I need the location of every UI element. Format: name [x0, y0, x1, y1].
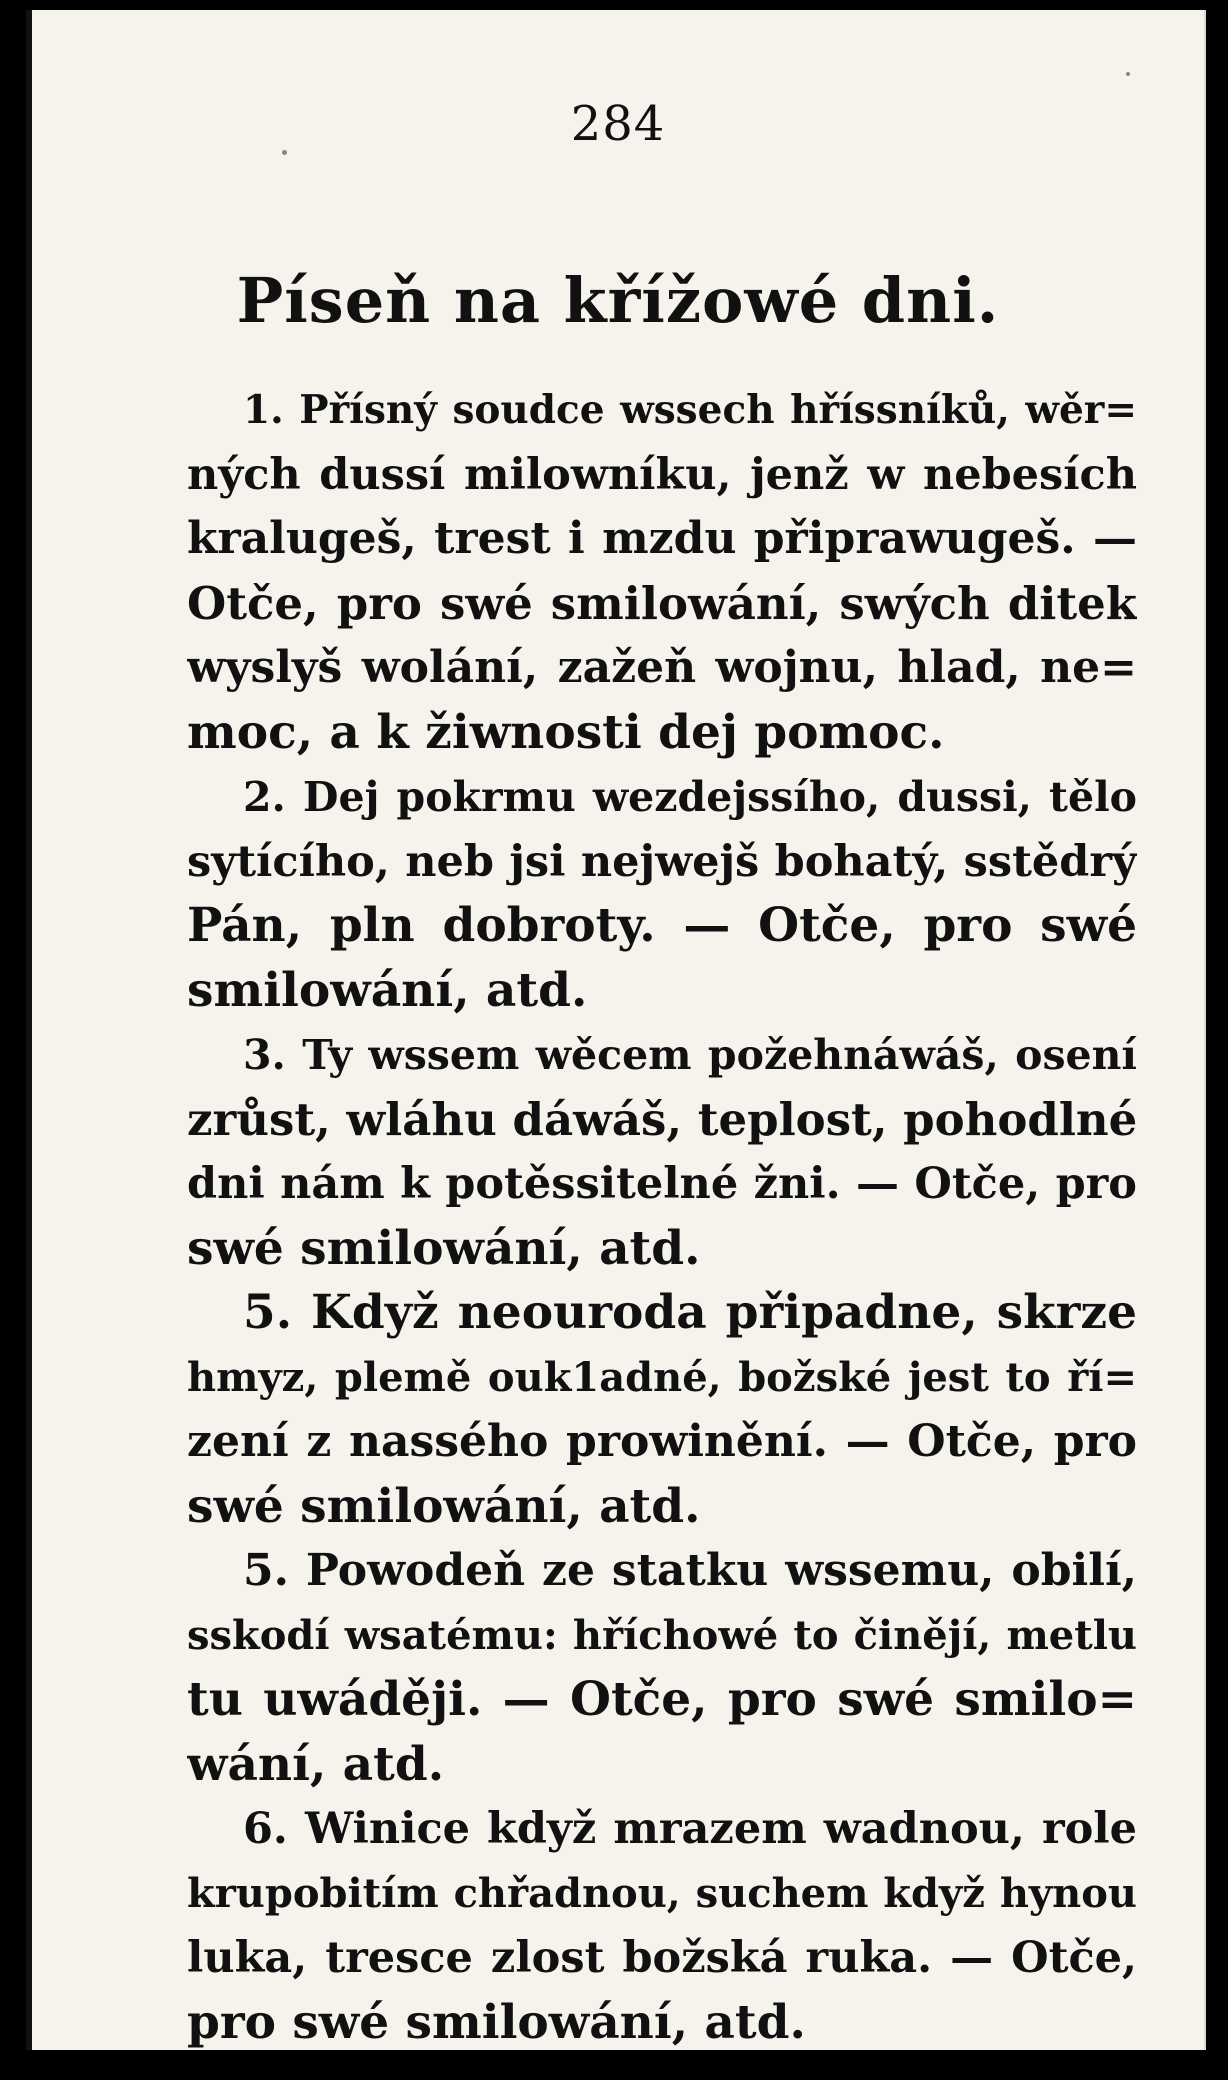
verse-text: [187, 378, 1137, 2055]
page-number: 284: [570, 96, 666, 152]
text-line: luka, tresce zlost božská ruka. — Otče,: [187, 1933, 1137, 1983]
dust-speck: [282, 150, 287, 155]
dust-speck: [1126, 72, 1130, 76]
text-line: wání, atd.: [187, 1736, 445, 1792]
text-line: dni nám k potěssitelné žni. — Otče, pro: [187, 1159, 1137, 1209]
book-page: [26, 10, 1204, 2050]
text-line: ných dussí milowníku, jenž w nebesích: [187, 449, 1137, 500]
text-line: moc, a k žiwnosti dej pomoc.: [187, 704, 945, 760]
text-line: smilowání, atd.: [187, 962, 588, 1018]
text-line: 2. Dej pokrmu wezdejssího, dussi, tělo: [243, 773, 1137, 821]
text-line: swé smilowání, atd.: [187, 1220, 701, 1276]
text-line: sytícího, neb jsi nejwejš bohatý, sstědrý: [187, 836, 1137, 887]
text-line: zrůst, wláhu dáwáš, teplost, pohodlné: [187, 1092, 1137, 1146]
text-line: krupobitím chřadnou, suchem když hynou: [187, 1869, 1137, 1917]
text-line: pro swé smilowání, atd.: [187, 1994, 806, 2050]
text-line: kralugeš, trest i mzdu připrawugeš. —: [187, 513, 1137, 564]
text-line: 3. Ty wssem wěcem požehnáwáš, osení: [243, 1031, 1137, 1079]
text-line: hmyz, plemě ouk1adné, božské jest to ří=: [187, 1353, 1137, 1401]
text-line: 1. Přísný soudce wssech hříssníků, wěr=: [243, 387, 1137, 433]
page-title: Píseň na křížowé dni.: [236, 264, 1000, 337]
text-line: tu uwáději. — Otče, pro swé smilo=: [187, 1672, 1137, 1727]
text-line: sskodí wsatému: hříchowé to činějí, metlu: [187, 1611, 1137, 1659]
scan-border-left: [0, 0, 26, 2080]
text-line: Otče, pro swé smilowání, swých ditek: [187, 576, 1137, 630]
text-line: 5. Když neouroda připadne, skrze: [243, 1285, 1137, 1340]
scan-border-right: [1206, 0, 1228, 2080]
text-line: Pán, pln dobroty. — Otče, pro swé: [187, 898, 1137, 953]
text-line: swé smilowání, atd.: [187, 1478, 701, 1534]
text-line: zení z nassého prowinění. — Otče, pro: [187, 1416, 1137, 1467]
text-line: wyslyš wolání, zažeň wojnu, hlad, ne=: [187, 642, 1137, 693]
text-line: 5. Powodeň ze statku wssemu, obilí,: [243, 1545, 1137, 1596]
text-line: 6. Winice když mrazem wadnou, role: [243, 1804, 1137, 1854]
